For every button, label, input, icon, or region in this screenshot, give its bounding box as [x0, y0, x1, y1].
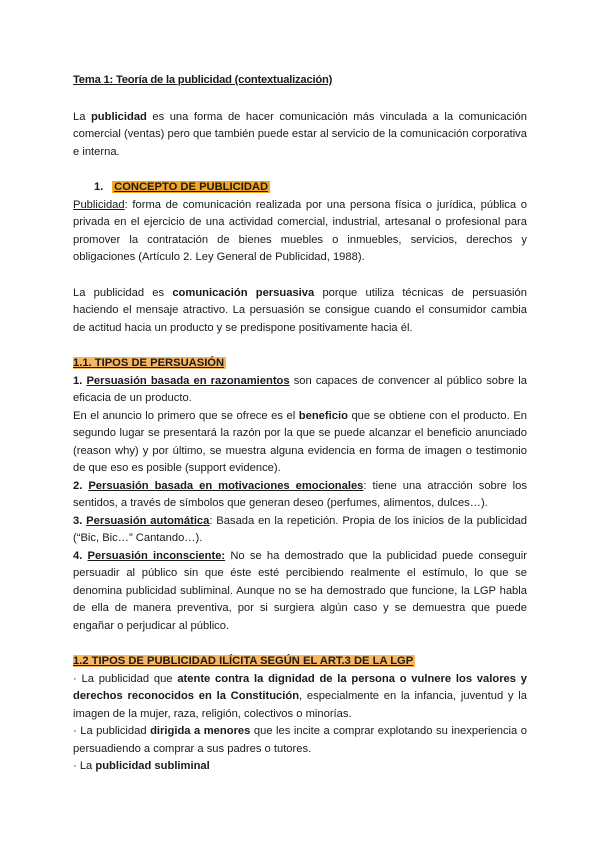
- type-1-number: 1.: [73, 374, 87, 387]
- item-2-post: que les incite a comprar explotando su inexperiencia o persuadiendo a comprar a sus padres o tutores.: [73, 725, 527, 755]
- type-3-term: Persuasión automática: [86, 514, 210, 527]
- section-1-1-number: 1.1.: [73, 357, 92, 369]
- section-1-number: 1.: [94, 181, 104, 193]
- item-3-pre: · La: [73, 760, 96, 772]
- type-1-term: Persuasión basada en razonamientos: [86, 374, 290, 387]
- intro-text: La: [73, 110, 91, 123]
- persuasion-type-3: [73, 513, 527, 548]
- intro-text-rest: es una forma de hacer comunicación más vinculada a la comunicación comercial (ventas) pero que también puede estar al servicio de la comunicación corporativa e interna.: [73, 110, 527, 158]
- section-1-title: CONCEPTO DE PUBLICIDAD: [114, 181, 269, 193]
- intro-bold-term: publicidad: [90, 110, 147, 123]
- item-1-pre: · La publicidad que: [73, 672, 178, 685]
- type-3-number: 3.: [73, 514, 87, 527]
- definition-paragraph: [73, 197, 527, 267]
- document-title: Tema 1: Teoría de la publicidad (contextualización): [73, 74, 333, 86]
- type-4-text: No se ha demostrado que la publicidad puede conseguir persuadir al público sin que éste esté percibiendo realmente el estímulo, lo que se denomina publicidad subliminal. Aunque no se ha demostrado que funcione, la LGP habla de ella de manera preventiva, por si surgiera algún caso y se demuestra que puede engañar o perjudicar al público.: [73, 549, 527, 632]
- item-2-pre: · La publicidad: [73, 725, 151, 737]
- type-1-detail-post: que se obtiene con el producto. En segundo lugar se presentará la razón por la que se puede alcanzar el beneficio anunciado (reason why) y por último, se muestra alguna evidencia en forma de imagen o testimonio de que eso es posible (support evidence).: [73, 409, 527, 474]
- illicit-item-1: [73, 671, 527, 724]
- intro-paragraph: [73, 109, 527, 162]
- persuasion-type-4: [73, 548, 527, 636]
- item-1-bold: atente contra la dignidad de la persona o vulnere los valores y derechos reconocidos en la Constitución: [73, 672, 527, 702]
- persuasion-type-1-detail: [73, 408, 527, 478]
- persuasion-type-2: [73, 478, 527, 513]
- persuasive-pre: La publicidad es: [73, 286, 173, 299]
- illicit-item-3: [73, 758, 527, 776]
- item-2-bold: dirigida a menores: [150, 725, 251, 737]
- definition-text: : forma de comunicación realizada por una persona física o jurídica, pública o privada en el ejercicio de una actividad comercial, industrial, artesanal o profesional para promover la contratación de bienes muebles o inmuebles, servicios, derechos y obligaciones (Artículo 2. Ley General de Publicidad, 1988).: [73, 198, 527, 263]
- type-2-term: Persuasión basada en motivaciones emocionales: [88, 479, 364, 492]
- type-4-number: 4.: [73, 549, 88, 562]
- item-1-post: , especialmente en la infancia, juventud y la imagen de la mujer, raza, religión, colectivos o minorías.: [73, 690, 527, 720]
- type-4-term: Persuasión inconsciente:: [87, 549, 226, 562]
- section-1-1-heading: [73, 355, 527, 373]
- type-1-detail-pre: En el anuncio lo primero que se ofrece es el: [73, 409, 299, 422]
- persuasive-bold: comunicación persuasiva: [172, 286, 315, 299]
- persuasive-paragraph: [73, 285, 527, 338]
- type-2-text: : tiene una atracción sobre los sentidos, a través de símbolos que generan deseo (perfumes, alimentos, dulces…).: [73, 479, 527, 509]
- persuasive-post: porque utiliza técnicas de persuasión haciendo el mensaje atractivo. La persuasión se consigue cuando el consumidor cambia de actitud hacia un producto y se predispone positivamente hacia él.: [73, 286, 527, 334]
- definition-term: Publicidad: [73, 198, 125, 211]
- illicit-item-2: [73, 723, 527, 758]
- type-2-number: 2.: [73, 479, 89, 492]
- persuasion-type-1: [73, 373, 527, 408]
- section-1-2-title: 1.2 TIPOS DE PUBLICIDAD ILÍCITA SEGÚN EL ART.3 DE LA LGP: [73, 655, 414, 667]
- section-1-1-title: TIPOS DE PERSUASIÓN: [94, 357, 225, 369]
- type-3-text: : Basada en la repetición. Propia de los inicios de la publicidad (“Bic, Bic…” Cantando…).: [73, 514, 527, 544]
- type-1-text: son capaces de convencer al público sobre la eficacia de un producto.: [73, 374, 527, 404]
- section-1-heading: [94, 179, 527, 197]
- item-3-bold: publicidad subliminal: [95, 760, 210, 772]
- type-1-detail-bold: beneficio: [298, 409, 348, 422]
- section-1-2-heading: [73, 653, 527, 671]
